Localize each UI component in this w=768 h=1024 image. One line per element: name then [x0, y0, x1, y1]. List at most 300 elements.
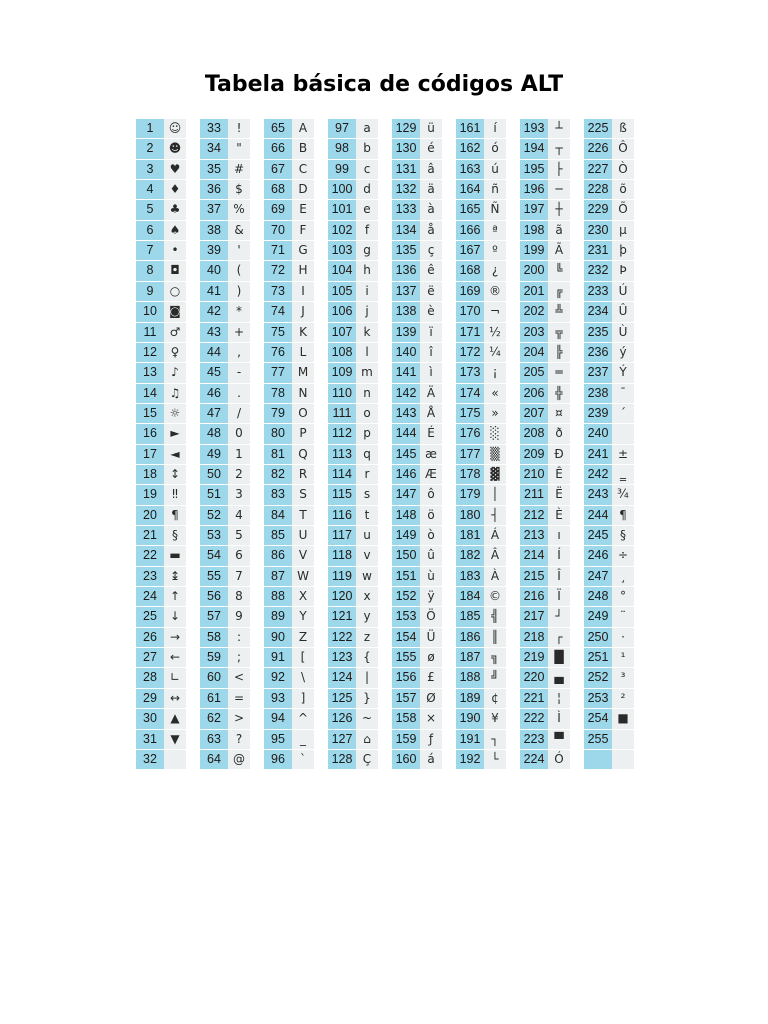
alt-code-character: ▼ — [164, 730, 186, 749]
alt-code-number: 174 — [456, 384, 484, 403]
table-row — [392, 139, 442, 158]
alt-code-number: 179 — [456, 485, 484, 504]
table-row — [136, 709, 186, 728]
table-row — [328, 526, 378, 545]
alt-code-number: 98 — [328, 139, 356, 158]
table-row — [584, 221, 634, 240]
table-row — [584, 404, 634, 423]
alt-code-character: ▲ — [164, 709, 186, 728]
table-row — [392, 709, 442, 728]
alt-code-character: § — [164, 526, 186, 545]
table-row — [200, 546, 250, 565]
alt-code-number: 197 — [520, 200, 548, 219]
table-row — [264, 567, 314, 586]
alt-code-number: 93 — [264, 689, 292, 708]
alt-code-character: ├ — [548, 160, 570, 179]
alt-code-number: 238 — [584, 384, 612, 403]
table-row — [328, 587, 378, 606]
table-row — [456, 404, 506, 423]
alt-code-character: ì — [420, 363, 442, 382]
alt-code-character: ▀ — [548, 730, 570, 749]
alt-code-character: O — [292, 404, 314, 423]
alt-code-number: 101 — [328, 200, 356, 219]
table-row — [264, 343, 314, 362]
alt-code-character: ┴ — [548, 119, 570, 138]
alt-code-character: 6 — [228, 546, 250, 565]
alt-code-character: M — [292, 363, 314, 382]
alt-code-number: 46 — [200, 384, 228, 403]
alt-code-number: 81 — [264, 445, 292, 464]
table-row — [136, 668, 186, 687]
alt-code-number: 22 — [136, 546, 164, 565]
alt-code-number: 8 — [136, 261, 164, 280]
alt-code-number: 215 — [520, 567, 548, 586]
table-row — [200, 689, 250, 708]
alt-code-character: ] — [292, 689, 314, 708]
alt-code-character: ç — [420, 241, 442, 260]
table-row — [520, 323, 570, 342]
alt-code-character: ƒ — [420, 730, 442, 749]
alt-code-number: 140 — [392, 343, 420, 362]
alt-code-number: 68 — [264, 180, 292, 199]
table-row — [136, 221, 186, 240]
alt-code-number: 25 — [136, 607, 164, 626]
alt-code-character: c — [356, 160, 378, 179]
table-row — [264, 587, 314, 606]
alt-code-character: ± — [612, 445, 634, 464]
alt-code-number: 24 — [136, 587, 164, 606]
alt-code-character: ê — [420, 261, 442, 280]
table-column — [520, 119, 570, 771]
table-row — [200, 709, 250, 728]
alt-code-number: 223 — [520, 730, 548, 749]
alt-code-character: ý — [612, 343, 634, 362]
alt-code-character: y — [356, 607, 378, 626]
table-row — [520, 282, 570, 301]
alt-code-character: H — [292, 261, 314, 280]
alt-code-number: 137 — [392, 282, 420, 301]
table-row — [392, 241, 442, 260]
alt-code-number: 111 — [328, 404, 356, 423]
table-row — [456, 526, 506, 545]
alt-code-number: 161 — [456, 119, 484, 138]
alt-code-number: 37 — [200, 200, 228, 219]
alt-code-number: 108 — [328, 343, 356, 362]
alt-code-number: 255 — [584, 730, 612, 749]
alt-code-number: 217 — [520, 607, 548, 626]
table-row — [520, 241, 570, 260]
alt-code-number: 114 — [328, 465, 356, 484]
alt-code-character: z — [356, 628, 378, 647]
alt-code-character: ┬ — [548, 139, 570, 158]
alt-code-character: ½ — [484, 323, 506, 342]
table-row — [520, 119, 570, 138]
table-row — [136, 607, 186, 626]
alt-code-number: 207 — [520, 404, 548, 423]
table-row — [520, 546, 570, 565]
alt-code-number: 190 — [456, 709, 484, 728]
alt-code-character: w — [356, 567, 378, 586]
alt-code-character: ♪ — [164, 363, 186, 382]
alt-code-number: 86 — [264, 546, 292, 565]
alt-code-number: 115 — [328, 485, 356, 504]
table-row — [328, 424, 378, 443]
alt-code-number: 254 — [584, 709, 612, 728]
alt-code-character: ∟ — [164, 668, 186, 687]
alt-code-character: : — [228, 628, 250, 647]
table-row — [264, 445, 314, 464]
alt-code-number: 121 — [328, 607, 356, 626]
table-row — [456, 750, 506, 769]
alt-code-number: 135 — [392, 241, 420, 260]
table-row — [200, 750, 250, 769]
alt-code-number: 77 — [264, 363, 292, 382]
alt-code-character: ã — [548, 221, 570, 240]
table-row — [392, 567, 442, 586]
alt-code-character: þ — [612, 241, 634, 260]
alt-code-number: 17 — [136, 445, 164, 464]
table-row — [456, 139, 506, 158]
table-row — [520, 668, 570, 687]
alt-code-number: 51 — [200, 485, 228, 504]
alt-code-number: 104 — [328, 261, 356, 280]
alt-code-character: ‼ — [164, 485, 186, 504]
alt-code-number: 172 — [456, 343, 484, 362]
table-row — [584, 465, 634, 484]
table-row — [392, 445, 442, 464]
table-row — [520, 628, 570, 647]
table-row — [200, 384, 250, 403]
alt-code-character: V — [292, 546, 314, 565]
alt-code-character: v — [356, 546, 378, 565]
table-row — [456, 323, 506, 342]
table-row — [328, 200, 378, 219]
alt-code-number: 236 — [584, 343, 612, 362]
alt-code-number: 167 — [456, 241, 484, 260]
alt-code-character: l — [356, 343, 378, 362]
table-row — [264, 139, 314, 158]
alt-code-number: 112 — [328, 424, 356, 443]
table-row — [392, 180, 442, 199]
table-row — [200, 668, 250, 687]
alt-code-character: f — [356, 221, 378, 240]
alt-code-number: 76 — [264, 343, 292, 362]
alt-code-character: * — [228, 302, 250, 321]
alt-code-character: » — [484, 404, 506, 423]
alt-code-number: 124 — [328, 668, 356, 687]
table-row — [200, 139, 250, 158]
alt-code-number: 84 — [264, 506, 292, 525]
alt-code-number: 142 — [392, 384, 420, 403]
alt-code-number: 183 — [456, 567, 484, 586]
alt-code-character — [612, 730, 634, 749]
table-row — [328, 546, 378, 565]
alt-code-character: ¦ — [548, 689, 570, 708]
alt-code-character: ¥ — [484, 709, 506, 728]
table-row — [584, 607, 634, 626]
alt-code-character: . — [228, 384, 250, 403]
table-row — [328, 180, 378, 199]
alt-code-number: 182 — [456, 546, 484, 565]
alt-code-character: Ù — [612, 323, 634, 342]
alt-code-character: P — [292, 424, 314, 443]
alt-code-character: ù — [420, 567, 442, 586]
table-row — [136, 648, 186, 667]
table-row — [328, 119, 378, 138]
table-row — [200, 343, 250, 362]
alt-code-character: _ — [292, 730, 314, 749]
alt-code-character: ô — [420, 485, 442, 504]
alt-code-number: 149 — [392, 526, 420, 545]
table-row — [200, 404, 250, 423]
alt-code-character: ÿ — [420, 587, 442, 606]
table-row — [136, 363, 186, 382]
alt-code-character: U — [292, 526, 314, 545]
alt-code-character: õ — [612, 180, 634, 199]
table-row — [584, 567, 634, 586]
alt-code-number: 9 — [136, 282, 164, 301]
alt-code-character: æ — [420, 445, 442, 464]
alt-code-number: 239 — [584, 404, 612, 423]
table-row — [264, 465, 314, 484]
alt-code-character: Ä — [420, 384, 442, 403]
alt-code-character: ( — [228, 261, 250, 280]
table-column — [584, 119, 634, 771]
table-row — [136, 485, 186, 504]
alt-code-character: ; — [228, 648, 250, 667]
alt-code-character: > — [228, 709, 250, 728]
table-row — [584, 384, 634, 403]
alt-code-character: Ì — [548, 709, 570, 728]
table-row — [456, 506, 506, 525]
alt-code-character: ñ — [484, 180, 506, 199]
alt-code-number: 57 — [200, 607, 228, 626]
alt-code-number: 208 — [520, 424, 548, 443]
alt-code-number: 127 — [328, 730, 356, 749]
alt-code-character: É — [420, 424, 442, 443]
alt-code-character: Ü — [420, 628, 442, 647]
alt-code-character: ☻ — [164, 139, 186, 158]
alt-code-character: ð — [548, 424, 570, 443]
table-row — [328, 668, 378, 687]
alt-code-character: ÷ — [612, 546, 634, 565]
alt-code-character: µ — [612, 221, 634, 240]
alt-code-number: 74 — [264, 302, 292, 321]
table-row — [136, 282, 186, 301]
alt-code-number: 110 — [328, 384, 356, 403]
alt-code-number: 163 — [456, 160, 484, 179]
table-row — [584, 506, 634, 525]
alt-code-number: 45 — [200, 363, 228, 382]
table-column — [264, 119, 314, 771]
alt-code-number: 171 — [456, 323, 484, 342]
alt-code-character: ³ — [612, 668, 634, 687]
alt-code-number: 38 — [200, 221, 228, 240]
alt-code-number: 143 — [392, 404, 420, 423]
alt-code-number: 123 — [328, 648, 356, 667]
table-row — [584, 445, 634, 464]
alt-code-character: ¢ — [484, 689, 506, 708]
table-row — [392, 628, 442, 647]
alt-code-character: ║ — [484, 628, 506, 647]
table-row — [520, 404, 570, 423]
alt-code-number: 201 — [520, 282, 548, 301]
alt-code-character: 7 — [228, 567, 250, 586]
alt-code-character: å — [420, 221, 442, 240]
table-row — [520, 180, 570, 199]
table-row — [264, 302, 314, 321]
alt-code-character: & — [228, 221, 250, 240]
alt-code-number: 213 — [520, 526, 548, 545]
alt-code-character: ´ — [612, 404, 634, 423]
alt-code-character: u — [356, 526, 378, 545]
table-row — [328, 607, 378, 626]
alt-code-number: 128 — [328, 750, 356, 769]
alt-code-number: 119 — [328, 567, 356, 586]
alt-code-number: 92 — [264, 668, 292, 687]
alt-code-number: 32 — [136, 750, 164, 769]
alt-code-character: a — [356, 119, 378, 138]
alt-code-number: 237 — [584, 363, 612, 382]
alt-code-number: 234 — [584, 302, 612, 321]
alt-code-number: 227 — [584, 160, 612, 179]
table-row — [584, 261, 634, 280]
alt-code-number: 64 — [200, 750, 228, 769]
alt-code-number: 184 — [456, 587, 484, 606]
alt-code-number: 144 — [392, 424, 420, 443]
table-row — [264, 750, 314, 769]
alt-code-number: 232 — [584, 261, 612, 280]
alt-code-character: ◘ — [164, 261, 186, 280]
alt-code-number: 48 — [200, 424, 228, 443]
alt-code-number: 73 — [264, 282, 292, 301]
alt-code-number: 16 — [136, 424, 164, 443]
table-row — [520, 465, 570, 484]
alt-code-number: 246 — [584, 546, 612, 565]
table-row — [584, 323, 634, 342]
alt-code-number: 158 — [392, 709, 420, 728]
alt-code-character: ß — [612, 119, 634, 138]
table-row — [136, 261, 186, 280]
alt-code-character: ª — [484, 221, 506, 240]
table-row — [520, 302, 570, 321]
alt-code-character: í — [484, 119, 506, 138]
alt-code-number: 126 — [328, 709, 356, 728]
alt-code-number: 12 — [136, 343, 164, 362]
alt-code-character: K — [292, 323, 314, 342]
table-row — [264, 424, 314, 443]
table-row — [520, 730, 570, 749]
alt-code-number: 118 — [328, 546, 356, 565]
table-row — [520, 485, 570, 504]
table-row — [136, 180, 186, 199]
table-row — [456, 445, 506, 464]
alt-code-number: 100 — [328, 180, 356, 199]
alt-code-number: 165 — [456, 200, 484, 219]
table-row — [456, 200, 506, 219]
alt-code-number: 203 — [520, 323, 548, 342]
alt-code-character — [612, 424, 634, 443]
table-row — [584, 424, 634, 443]
alt-code-character: 3 — [228, 485, 250, 504]
alt-code-character: ı — [548, 526, 570, 545]
table-row — [392, 506, 442, 525]
alt-code-number: 29 — [136, 689, 164, 708]
alt-code-number: 88 — [264, 587, 292, 606]
table-row — [392, 607, 442, 626]
alt-code-number — [584, 750, 612, 769]
alt-code-number: 196 — [520, 180, 548, 199]
alt-code-character: ♠ — [164, 221, 186, 240]
alt-code-character: ò — [420, 526, 442, 545]
alt-code-number: 67 — [264, 160, 292, 179]
alt-code-number: 240 — [584, 424, 612, 443]
table-row — [584, 485, 634, 504]
alt-code-character: û — [420, 546, 442, 565]
alt-code-character: ` — [292, 750, 314, 769]
alt-code-number: 96 — [264, 750, 292, 769]
alt-code-number: 185 — [456, 607, 484, 626]
alt-code-number: 253 — [584, 689, 612, 708]
alt-code-character: N — [292, 384, 314, 403]
alt-code-number: 105 — [328, 282, 356, 301]
alt-code-character: Ê — [548, 465, 570, 484]
alt-code-number: 192 — [456, 750, 484, 769]
table-row — [584, 628, 634, 647]
alt-code-character: o — [356, 404, 378, 423]
alt-code-number: 35 — [200, 160, 228, 179]
table-row — [392, 384, 442, 403]
table-row — [264, 607, 314, 626]
table-row — [520, 363, 570, 382]
alt-code-number: 181 — [456, 526, 484, 545]
table-row — [136, 139, 186, 158]
table-row — [520, 587, 570, 606]
alt-code-character: À — [484, 567, 506, 586]
table-row — [456, 384, 506, 403]
table-row — [136, 323, 186, 342]
table-row — [392, 485, 442, 504]
table-row — [328, 363, 378, 382]
alt-code-character: ú — [484, 160, 506, 179]
alt-code-number: 41 — [200, 282, 228, 301]
alt-code-number: 53 — [200, 526, 228, 545]
alt-code-number: 206 — [520, 384, 548, 403]
alt-code-character: á — [420, 750, 442, 769]
alt-code-character: ╠ — [548, 343, 570, 362]
alt-code-number: 214 — [520, 546, 548, 565]
alt-code-character: ⌂ — [356, 730, 378, 749]
table-row — [392, 689, 442, 708]
table-row — [200, 221, 250, 240]
table-row — [584, 668, 634, 687]
table-row — [392, 404, 442, 423]
table-row — [200, 567, 250, 586]
alt-code-character: ▬ — [164, 546, 186, 565]
alt-code-number: 52 — [200, 506, 228, 525]
alt-code-character: + — [228, 323, 250, 342]
alt-code-character: ╬ — [548, 384, 570, 403]
table-row — [456, 363, 506, 382]
alt-code-character: ┘ — [548, 607, 570, 626]
alt-code-number: 193 — [520, 119, 548, 138]
table-row — [520, 445, 570, 464]
alt-code-number: 39 — [200, 241, 228, 260]
alt-code-character: j — [356, 302, 378, 321]
alt-code-character: Û — [612, 302, 634, 321]
table-row — [456, 689, 506, 708]
alt-code-character: X — [292, 587, 314, 606]
